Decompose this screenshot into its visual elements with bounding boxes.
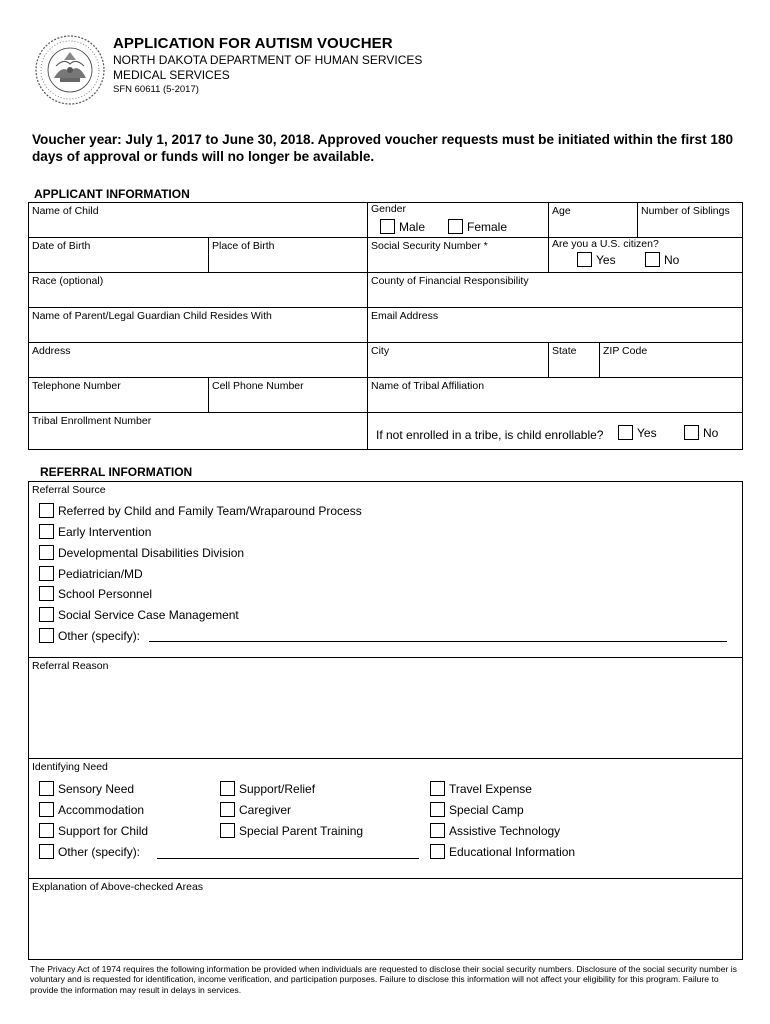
need-checkbox[interactable] — [430, 781, 445, 796]
referral-source-checkbox[interactable] — [39, 586, 54, 601]
ssn-field[interactable] — [367, 237, 549, 273]
citizen-field — [548, 237, 743, 273]
referral-source-option[interactable] — [39, 545, 244, 560]
zip-label: ZIP Code — [603, 345, 648, 357]
need-checkbox[interactable] — [220, 823, 235, 838]
need-label: Special Parent Training — [239, 823, 364, 838]
enrollable-field — [367, 412, 743, 450]
siblings-label: Number of Siblings — [641, 205, 730, 217]
need-label: Support/Relief — [239, 781, 316, 796]
dob-field[interactable] — [28, 237, 209, 273]
tribal-affiliation-label: Name of Tribal Affiliation — [371, 380, 485, 392]
referral-source-label-text: Early Intervention — [58, 524, 152, 539]
need-checkbox[interactable] — [39, 844, 54, 859]
referral-source-checkbox[interactable] — [39, 566, 54, 581]
need-option[interactable] — [220, 802, 291, 817]
enrollable-no-option[interactable] — [684, 425, 718, 440]
referral-source-checkbox[interactable] — [39, 524, 54, 539]
county-field[interactable] — [367, 272, 743, 308]
referral-source-option[interactable] — [39, 586, 152, 601]
referral-source-label-text: Social Service Case Management — [58, 607, 239, 622]
need-label: Caregiver — [239, 802, 292, 817]
telephone-label: Telephone Number — [32, 380, 121, 392]
referral-source-label-text: Developmental Disabilities Division — [58, 545, 245, 560]
referral-source-checkbox[interactable] — [39, 545, 54, 560]
citizen-no-label: No — [664, 252, 680, 267]
need-option[interactable] — [39, 781, 134, 796]
need-option[interactable] — [220, 781, 315, 796]
gender-field — [367, 202, 549, 238]
name-of-child-label: Name of Child — [32, 205, 99, 217]
need-label: Educational Information — [449, 844, 576, 859]
privacy-notice: The Privacy Act of 1974 requires the following information be provided when individuals are requested to disclose their social security numbers. Disclosure of the social security number is voluntary and is requested for identification, income verification, and participation purposes. Failure to disclose this information will not affect your eligibility for this program. Failure to provide the information may result in delays in services. — [30, 964, 737, 995]
ssn-label: Social Security Number * — [371, 240, 488, 252]
female-label: Female — [467, 219, 508, 234]
citizen-no-option[interactable] — [645, 252, 679, 267]
citizen-yes-label: Yes — [596, 252, 616, 267]
name-of-child-field[interactable] — [28, 202, 368, 238]
cell-phone-label: Cell Phone Number — [212, 380, 304, 392]
telephone-field[interactable] — [28, 377, 209, 413]
tribal-enrollment-label: Tribal Enrollment Number — [32, 415, 152, 427]
need-option[interactable] — [430, 781, 532, 796]
need-checkbox[interactable] — [220, 781, 235, 796]
referral-source-label-text: Pediatrician/MD — [58, 566, 143, 581]
referral-source-label-text: Referred by Child and Family Team/Wraparound Process — [58, 503, 362, 518]
identifying-need-field — [28, 758, 743, 879]
guardian-field[interactable] — [28, 307, 368, 343]
place-of-birth-field[interactable] — [208, 237, 368, 273]
referral-reason-label: Referral Reason — [32, 660, 109, 672]
referral-source-option[interactable] — [39, 607, 239, 622]
tribal-affiliation-field[interactable] — [367, 377, 743, 413]
referral-source-option[interactable] — [39, 524, 151, 539]
enrollable-no-label: No — [703, 425, 719, 440]
email-field[interactable] — [367, 307, 743, 343]
need-label: Special Camp — [449, 802, 524, 817]
need-option-other[interactable] — [39, 844, 140, 859]
need-checkbox[interactable] — [39, 802, 54, 817]
explanation-label: Explanation of Above-checked Areas — [32, 881, 204, 893]
explanation-field[interactable] — [28, 878, 743, 960]
form-title: APPLICATION FOR AUTISM VOUCHER — [113, 35, 393, 52]
need-label: Assistive Technology — [449, 823, 561, 838]
enrollable-yes-option[interactable] — [618, 425, 657, 440]
need-label: Sensory Need — [58, 781, 135, 796]
need-checkbox[interactable] — [39, 823, 54, 838]
dob-label: Date of Birth — [32, 240, 91, 252]
guardian-label: Name of Parent/Legal Guardian Child Resides With — [32, 310, 272, 322]
race-label: Race (optional) — [32, 275, 104, 287]
gender-male-option[interactable] — [380, 219, 425, 234]
enrollable-yes-label: Yes — [637, 425, 657, 440]
referral-source-field — [28, 481, 743, 658]
state-seal-icon — [34, 34, 106, 106]
gender-label: Gender — [371, 203, 407, 215]
state-label: State — [552, 345, 577, 357]
need-checkbox[interactable] — [430, 844, 445, 859]
need-checkbox[interactable] — [430, 802, 445, 817]
need-checkbox[interactable] — [430, 823, 445, 838]
cell-phone-field[interactable] — [208, 377, 368, 413]
age-field[interactable] — [548, 202, 638, 238]
enrollable-label: If not enrolled in a tribe, is child enrollable? — [376, 428, 604, 442]
referral-reason-field[interactable] — [28, 657, 743, 759]
zip-field[interactable] — [599, 342, 743, 378]
gender-female-option[interactable] — [448, 219, 507, 234]
citizen-label: Are you a U.S. citizen? — [552, 238, 659, 250]
state-field[interactable] — [548, 342, 600, 378]
referral-source-label: Referral Source — [32, 484, 106, 496]
place-of-birth-label: Place of Birth — [212, 240, 275, 252]
referral-section-title: REFERRAL INFORMATION — [40, 465, 193, 479]
need-option[interactable] — [39, 802, 144, 817]
female-checkbox[interactable] — [448, 219, 463, 234]
need-option[interactable] — [430, 802, 524, 817]
applicant-section-title: APPLICANT INFORMATION — [34, 187, 190, 201]
referral-source-checkbox[interactable] — [39, 503, 54, 518]
male-checkbox[interactable] — [380, 219, 395, 234]
voucher-notice: Voucher year: July 1, 2017 to June 30, 2018. Approved voucher requests must be initiated within the first 180 days of approval or funds will no longer be available. — [32, 132, 734, 164]
tribal-enrollment-field[interactable] — [28, 412, 368, 450]
enrollable-yes-checkbox[interactable] — [618, 425, 633, 440]
need-label: Support for Child — [58, 823, 149, 838]
age-label: Age — [552, 205, 571, 217]
need-label: Accommodation — [58, 802, 145, 817]
need-checkbox[interactable] — [220, 802, 235, 817]
citizen-yes-option[interactable] — [577, 252, 616, 267]
email-label: Email Address — [371, 310, 439, 322]
address-field[interactable] — [28, 342, 368, 378]
need-other-specify-line[interactable] — [157, 858, 419, 859]
need-option[interactable] — [220, 823, 363, 838]
city-label: City — [371, 345, 390, 357]
referral-source-checkbox[interactable] — [39, 607, 54, 622]
city-field[interactable] — [367, 342, 549, 378]
male-label: Male — [399, 219, 426, 234]
need-label: Other (specify): — [58, 844, 141, 859]
address-label: Address — [32, 345, 71, 357]
referral-source-option[interactable] — [39, 566, 143, 581]
need-option[interactable] — [430, 823, 560, 838]
need-checkbox[interactable] — [39, 781, 54, 796]
siblings-field[interactable] — [637, 202, 743, 238]
referral-source-option-other[interactable] — [39, 628, 140, 643]
referral-other-specify-line[interactable] — [149, 641, 727, 642]
referral-source-label-text: Other (specify): — [58, 628, 141, 643]
referral-source-option[interactable] — [39, 503, 362, 518]
enrollable-no-checkbox[interactable] — [684, 425, 699, 440]
need-label: Travel Expense — [449, 781, 532, 796]
need-option[interactable] — [430, 844, 575, 859]
identifying-need-label: Identifying Need — [32, 761, 108, 773]
county-label: County of Financial Responsibility — [371, 275, 529, 287]
division-name: MEDICAL SERVICES — [113, 68, 230, 82]
citizen-no-checkbox[interactable] — [645, 252, 660, 267]
need-option[interactable] — [39, 823, 148, 838]
race-field[interactable] — [28, 272, 368, 308]
referral-source-checkbox[interactable] — [39, 628, 54, 643]
form-number: SFN 60611 (5-2017) — [113, 84, 199, 95]
department-name: NORTH DAKOTA DEPARTMENT OF HUMAN SERVICES — [113, 53, 423, 67]
citizen-yes-checkbox[interactable] — [577, 252, 592, 267]
referral-source-label-text: School Personnel — [58, 586, 153, 601]
